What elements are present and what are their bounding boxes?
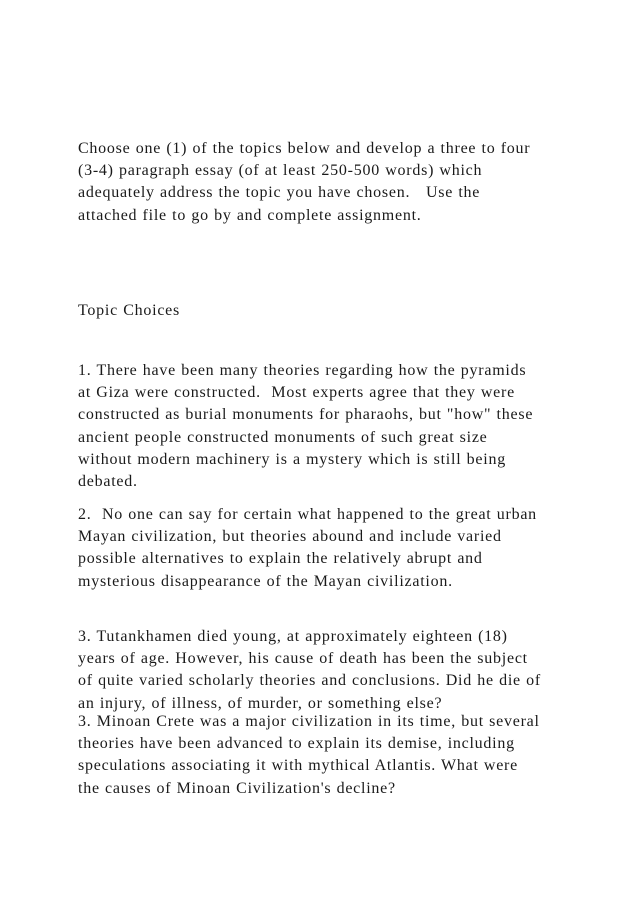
text-line: 2. No one can say for certain what happened to the great urban xyxy=(78,506,537,523)
text-line: of quite varied scholarly theories and conclusions. Did he die of xyxy=(78,672,541,690)
text-line: the causes of Minoan Civilization's decline? xyxy=(78,779,396,797)
text-line: at Giza were constructed. Most experts agree that they were xyxy=(78,384,515,402)
text-line: possible alternatives to explain the relatively abrupt and xyxy=(78,550,483,568)
text-line: 3. Minoan Crete was a major civilization in its time, but several xyxy=(78,713,540,730)
text-line: theories have been advanced to explain its demise, including xyxy=(78,735,515,753)
text-line: 1. There have been many theories regarding how the pyramids xyxy=(78,362,527,379)
text-line: (3-4) paragraph essay (of at least 250-500 words) which xyxy=(78,162,483,180)
section-heading xyxy=(78,300,618,322)
text-line: without modern machinery is a mystery which is still being xyxy=(78,450,506,468)
topic-item-minoan xyxy=(78,711,618,800)
text-line: speculations associating it with mythical Atlantis. What were xyxy=(78,757,518,775)
instructions-paragraph xyxy=(78,138,618,227)
text-line: Mayan civilization, but theories abound and include varied xyxy=(78,528,502,546)
text-line: adequately address the topic you have chosen. Use the xyxy=(78,184,481,202)
text-line: an injury, of illness, of murder, or something else? xyxy=(78,694,443,712)
topic-item-tutankhamen xyxy=(78,626,618,715)
text-line: constructed as burial monuments for pharaohs, but "how" these xyxy=(78,406,534,424)
topic-item-mayan xyxy=(78,504,618,593)
text-line: debated. xyxy=(78,473,138,491)
topic-item-pyramids xyxy=(78,360,618,493)
text-line: years of age. However, his cause of death has been the subject xyxy=(78,650,528,668)
heading-text: Topic Choices xyxy=(78,302,180,319)
text-line: mysterious disappearance of the Mayan civilization. xyxy=(78,572,453,590)
text-line: Choose one (1) of the topics below and develop a three to four xyxy=(78,140,531,157)
text-line: ancient people constructed monuments of such great size xyxy=(78,428,488,446)
text-line: attached file to go by and complete assignment. xyxy=(78,206,422,224)
text-line: 3. Tutankhamen died young, at approximately eighteen (18) xyxy=(78,628,508,645)
